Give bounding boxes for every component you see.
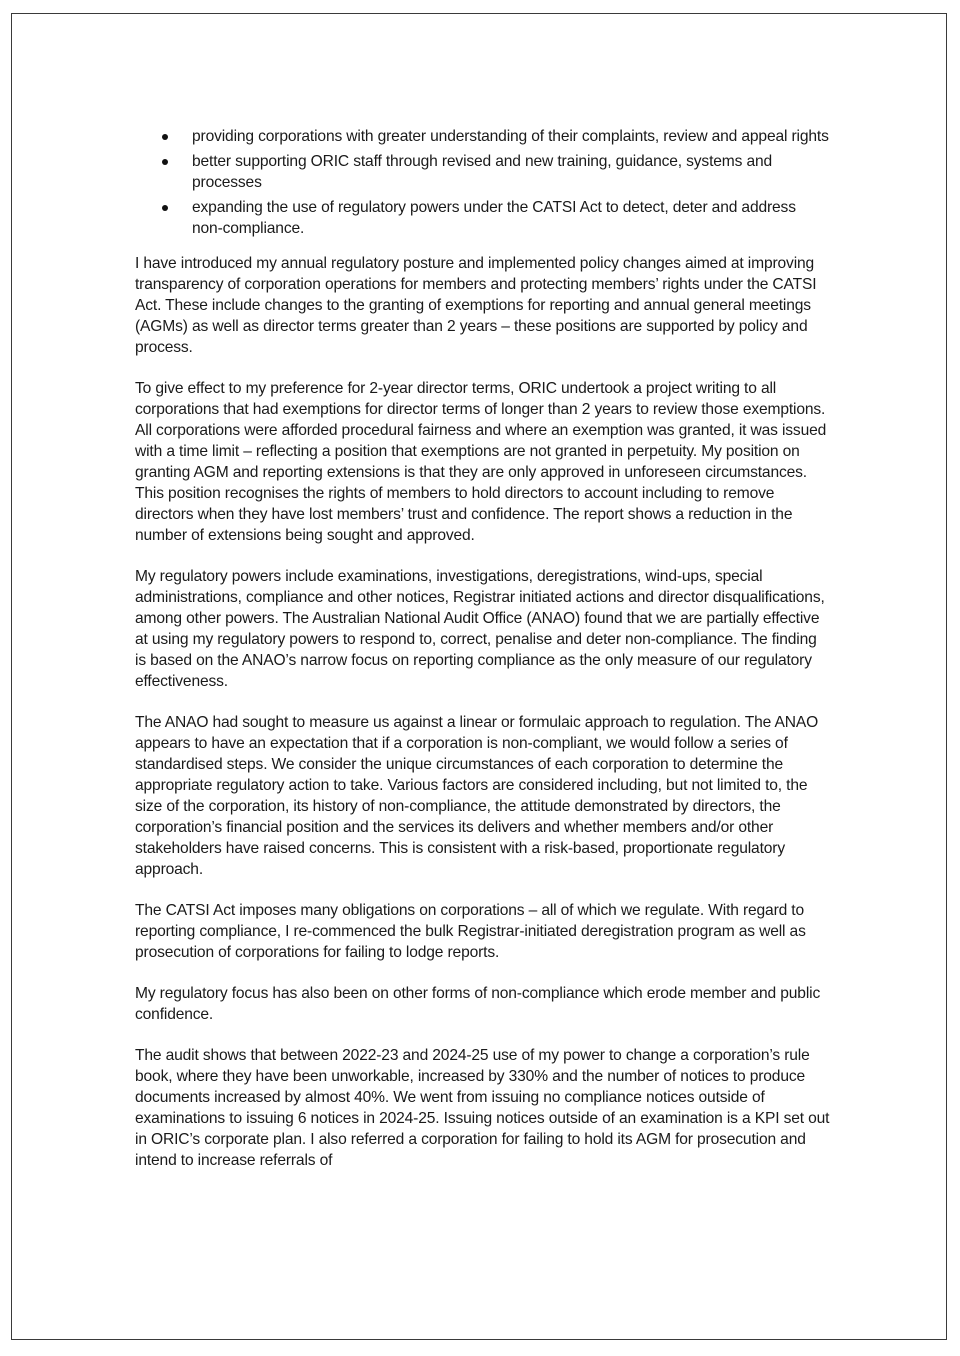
list-item xyxy=(135,126,830,147)
bullet-icon xyxy=(162,205,168,211)
list-item-text: providing corporations with greater understanding of their complaints, review and appeal rights xyxy=(192,128,829,145)
paragraph-regulatory-powers: My regulatory powers include examinations, investigations, deregistrations, wind-ups, special administrations, compliance and other notices, Registrar initiated actions and director disqualifications, among other powers. The Australian National Audit Office (ANAO) found that we are partially effective at using my regulatory powers to respond to, correct, penalise and deter non-compliance. The finding is based on the ANAO’s narrow focus on reporting compliance as the only measure of our regulatory effectiveness. xyxy=(135,568,825,690)
document-body xyxy=(135,126,830,1191)
paragraph-director-terms: To give effect to my preference for 2-year director terms, ORIC undertook a project writing to all corporations that had exemptions for director terms of longer than 2 years to review those exemptions. All corporations were afforded procedural fairness and where an exemption was granted, it was issued with a time limit – reflecting a position that exemptions are not granted in perpetuity. My position on granting AGM and reporting extensions is that they are only approved in unforeseen circumstances. This position recognises the rights of members to hold directors to account including to remove directors when they have lost members’ trust and confidence. The report shows a reduction in the number of extensions being sought and approved. xyxy=(135,380,827,544)
paragraph-audit-results: The audit shows that between 2022-23 and 2024-25 use of my power to change a corporation’s rule book, where they have been unworkable, increased by 330% and the number of notices to produce documents increased by almost 40%. We went from issuing no compliance notices outside of examinations to issuing 6 notices in 2024-25. Issuing notices outside of an examination is a KPI set out in ORIC’s corporate plan. I also referred a corporation for failing to hold its AGM for prosecution and intend to increase referrals of xyxy=(135,1047,830,1169)
bullet-list xyxy=(135,126,830,239)
paragraph-catsi-obligations: The CATSI Act imposes many obligations on corporations – all of which we regulate. With regard to reporting compliance, I re-commenced the bulk Registrar-initiated deregistration program as well as prosecution of corporations for failing to lodge reports. xyxy=(135,902,806,961)
list-item-text: expanding the use of regulatory powers under the CATSI Act to detect, deter and address non-compliance. xyxy=(192,199,796,237)
list-item-text: better supporting ORIC staff through revised and new training, guidance, systems and processes xyxy=(192,153,773,191)
list-item xyxy=(135,151,830,193)
list-item xyxy=(135,197,830,239)
bullet-icon xyxy=(162,134,168,140)
paragraph-anao-approach: The ANAO had sought to measure us against a linear or formulaic approach to regulation. The ANAO appears to have an expectation that if a corporation is non-compliant, we would follow a series of standardised steps. We consider the unique circumstances of each corporation to determine the appropriate regulatory action to take. Various factors are considered including, but not limited to, the size of the corporation, its history of non-compliance, the attitude demonstrated by directors, the corporation’s financial position and the services its delivers and whether members and/or other stakeholders have raised concerns. This is consistent with a risk-based, proportionate regulatory approach. xyxy=(135,714,819,878)
paragraph-regulatory-posture: I have introduced my annual regulatory posture and implemented policy changes aimed at improving transparency of corporation operations for members and protecting members’ rights under the CATSI Act. These include changes to the granting of exemptions for reporting and annual general meetings (AGMs) as well as director terms greater than 2 years – these positions are supported by policy and process. xyxy=(135,255,817,356)
paragraph-regulatory-focus: My regulatory focus has also been on other forms of non-compliance which erode member and public confidence. xyxy=(135,985,821,1023)
bullet-icon xyxy=(162,159,168,165)
